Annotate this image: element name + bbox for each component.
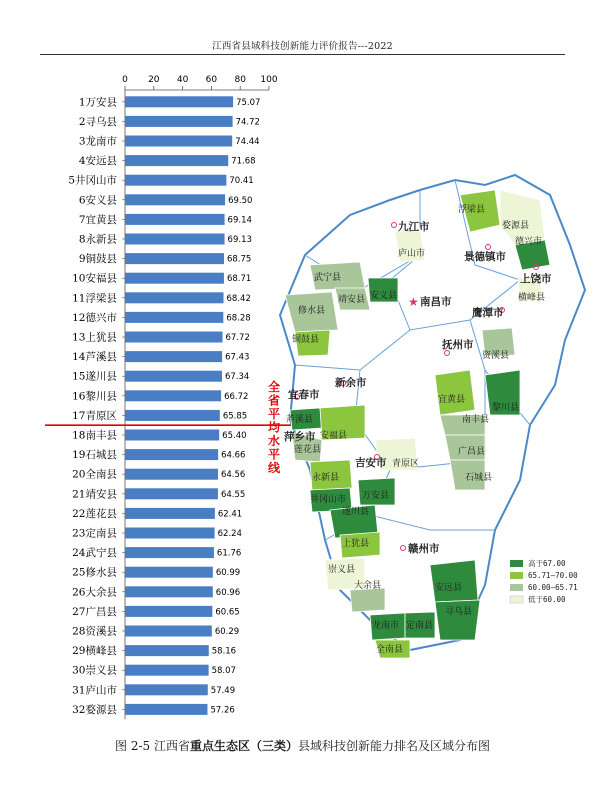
value-label: 67.43 xyxy=(225,352,250,363)
legend-label-2: 60.00–65.71 xyxy=(528,583,578,592)
category-label: 4安远县 xyxy=(78,155,117,168)
map-county-16: 芦溪县 xyxy=(286,415,314,425)
map-county-29: 龙南市 xyxy=(372,621,400,631)
bar xyxy=(125,292,224,303)
bar xyxy=(125,155,228,166)
map-county-22: 万安县 xyxy=(362,491,390,501)
map-county-17: 安福县 xyxy=(320,431,348,441)
value-label: 64.56 xyxy=(220,470,246,481)
value-label: 60.99 xyxy=(215,568,241,579)
bar xyxy=(125,645,209,656)
region-map xyxy=(270,170,600,670)
category-label: 26大余县 xyxy=(72,586,117,599)
bar xyxy=(125,351,222,362)
map-county-12: 黎川县 xyxy=(492,403,520,413)
value-label: 62.24 xyxy=(217,529,242,539)
map-county-8: 修水县 xyxy=(298,306,326,316)
map-county-14: 广昌县 xyxy=(458,447,486,457)
bar xyxy=(125,665,209,676)
value-label: 68.42 xyxy=(226,293,251,304)
category-label: 6安义县 xyxy=(78,194,117,207)
category-label: 1万安县 xyxy=(78,96,117,109)
map-county-21: 井冈山市 xyxy=(310,495,347,505)
value-label: 64.66 xyxy=(221,450,246,461)
value-label: 61.76 xyxy=(216,548,242,559)
map-county-7: 安义县 xyxy=(370,291,398,301)
map-city-10: 赣州市 xyxy=(408,543,440,555)
bar xyxy=(125,136,232,147)
value-label: 60.29 xyxy=(214,627,240,637)
bar xyxy=(125,371,222,382)
category-label: 22莲花县 xyxy=(72,507,117,520)
category-label: 12德兴市 xyxy=(72,311,117,324)
bar xyxy=(125,586,213,597)
value-label: 66.72 xyxy=(224,391,249,402)
map-city-5: 抚州市 xyxy=(442,339,474,351)
bar xyxy=(125,469,218,480)
map-county-26: 大余县 xyxy=(354,581,382,591)
value-label: 68.28 xyxy=(226,313,251,324)
map-county-27: 安远县 xyxy=(435,583,463,593)
map-city-4: 鹰潭市 xyxy=(472,307,504,319)
value-label: 67.34 xyxy=(224,372,250,383)
map-county-9: 铜鼓县 xyxy=(292,335,320,345)
bar xyxy=(125,234,225,245)
category-label: 13上犹县 xyxy=(72,331,117,344)
value-label: 74.44 xyxy=(235,137,260,147)
bar xyxy=(125,488,218,499)
category-label: 16黎川县 xyxy=(72,390,117,403)
map-county-2: 德兴市 xyxy=(515,237,543,247)
category-label: 14芦溪县 xyxy=(72,351,117,364)
map-county-10: 资溪县 xyxy=(482,351,510,361)
category-label: 27广昌县 xyxy=(72,605,117,618)
legend-swatch-1 xyxy=(510,572,523,579)
map-city-2: 上饶市 xyxy=(520,273,552,285)
map-county-24: 上犹县 xyxy=(342,539,370,549)
category-label: 19石城县 xyxy=(72,449,117,462)
x-tick-label: 40 xyxy=(176,75,189,85)
bar xyxy=(125,567,213,578)
map-county-20: 青原区 xyxy=(392,459,420,469)
bar xyxy=(125,430,219,441)
category-label: 32婺源县 xyxy=(72,703,117,716)
map-county-1: 婺源县 xyxy=(502,221,530,231)
bar xyxy=(125,96,233,107)
category-label: 7宜黄县 xyxy=(78,213,117,226)
legend-swatch-0 xyxy=(510,560,523,567)
map-county-23: 遂川县 xyxy=(342,507,370,517)
category-label: 3龙南市 xyxy=(78,135,117,148)
page-header: 江西省县域科技创新能力评价报告---2022 xyxy=(212,41,393,52)
bar xyxy=(125,410,220,421)
bar xyxy=(125,312,223,323)
bar xyxy=(125,684,208,695)
value-label: 67.72 xyxy=(225,333,250,343)
figure-caption xyxy=(0,737,605,754)
region-anyuan xyxy=(430,560,478,602)
bar xyxy=(125,626,212,637)
map-county-3: 庐山市 xyxy=(398,249,426,259)
map-city-1: 景德镇市 xyxy=(464,251,506,263)
map-county-5: 武宁县 xyxy=(314,273,342,283)
value-label: 62.41 xyxy=(217,509,243,520)
category-label: 29横峰县 xyxy=(72,645,117,658)
region-dayu xyxy=(350,588,385,612)
category-label: 24武宁县 xyxy=(72,547,117,560)
map-city-0: 九江市 xyxy=(398,221,430,233)
value-label: 58.16 xyxy=(211,646,237,657)
map-county-15: 石城县 xyxy=(465,473,493,483)
legend-label-3: 低于60.00 xyxy=(528,595,566,604)
x-tick-label: 60 xyxy=(205,75,218,85)
bar xyxy=(125,194,225,205)
value-label: 70.41 xyxy=(229,176,254,187)
average-line-label-char: 平 xyxy=(268,447,281,462)
value-label: 69.14 xyxy=(227,215,252,226)
category-label: 9铜鼓县 xyxy=(78,253,117,266)
header-rule xyxy=(40,54,565,55)
category-label: 23定南县 xyxy=(72,527,117,540)
category-label: 5井冈山市 xyxy=(68,174,117,187)
value-label: 60.96 xyxy=(215,587,241,598)
bar xyxy=(125,528,215,539)
nanchang-star: ★ xyxy=(408,295,419,309)
category-label: 20全南县 xyxy=(72,468,117,481)
average-line-label-char: 省 xyxy=(268,393,281,408)
average-line-label-char: 水 xyxy=(268,434,281,449)
legend-swatch-2 xyxy=(510,584,523,591)
value-label: 57.26 xyxy=(210,705,235,716)
bar xyxy=(125,175,226,186)
map-county-18: 莲花县 xyxy=(294,445,322,455)
map-city-9: 吉安市 xyxy=(355,457,387,469)
bar xyxy=(125,449,218,460)
value-label: 65.85 xyxy=(222,411,248,422)
map-county-28: 寻乌县 xyxy=(445,607,473,617)
legend-label-0: 高于67.00 xyxy=(528,559,566,568)
category-label: 31庐山市 xyxy=(72,684,117,697)
category-label: 11浮梁县 xyxy=(72,292,117,305)
value-label: 74.72 xyxy=(235,117,260,128)
map-county-0: 浮梁县 xyxy=(458,205,486,215)
bar xyxy=(125,332,223,343)
bar xyxy=(125,253,224,264)
value-label: 69.13 xyxy=(227,235,252,245)
category-label: 10安福县 xyxy=(72,272,117,285)
average-line-label-char: 平 xyxy=(268,407,281,422)
map-city-6: 新余市 xyxy=(335,377,367,389)
map-county-19: 永新县 xyxy=(312,473,340,483)
average-line-label-char: 均 xyxy=(268,420,281,435)
bar xyxy=(125,547,214,558)
x-tick-label: 100 xyxy=(260,75,278,85)
value-label: 65.40 xyxy=(222,431,247,441)
x-tick-label: 80 xyxy=(234,75,246,85)
value-label: 75.07 xyxy=(236,97,261,108)
map-county-11: 宜黄县 xyxy=(438,395,466,405)
region-yihuang xyxy=(435,370,475,415)
bar xyxy=(125,508,215,519)
x-tick-label: 20 xyxy=(148,75,160,85)
bar xyxy=(125,606,212,617)
bar xyxy=(125,390,221,401)
value-label: 64.55 xyxy=(220,489,246,500)
map-legend xyxy=(510,558,578,604)
map-city-7: 宜春市 xyxy=(288,389,320,401)
value-label: 58.07 xyxy=(211,666,236,677)
map-city-3: 南昌市 xyxy=(420,296,452,308)
category-label: 17青原区 xyxy=(72,409,117,422)
bar xyxy=(125,214,225,225)
value-label: 68.75 xyxy=(227,254,252,265)
value-label: 69.50 xyxy=(228,195,253,206)
caption-suffix: 县域科技创新能力排名及区域分布图 xyxy=(297,739,490,753)
legend-label-1: 65.71–70.00 xyxy=(528,571,578,580)
value-label: 57.49 xyxy=(210,685,236,696)
map-county-13: 南丰县 xyxy=(462,415,490,425)
map-county-30: 定南县 xyxy=(406,621,434,631)
region-xunwu xyxy=(435,600,480,640)
ranking-bar-chart xyxy=(0,60,300,730)
category-label: 25修水县 xyxy=(72,566,117,579)
caption-prefix: 图 2-5 江西省 xyxy=(115,739,190,753)
category-label: 8永新县 xyxy=(78,233,117,246)
category-label: 21靖安县 xyxy=(72,488,117,501)
map-county-6: 靖安县 xyxy=(338,295,366,305)
caption-bold: 重点生态区（三类） xyxy=(189,739,298,753)
x-tick-label: 0 xyxy=(122,75,128,85)
map-county-4: 横峰县 xyxy=(518,293,546,303)
bar xyxy=(125,273,224,284)
value-label: 60.65 xyxy=(215,607,240,618)
map-county-25: 崇义县 xyxy=(328,565,356,575)
value-label: 68.71 xyxy=(226,274,252,285)
category-label: 18南丰县 xyxy=(72,429,117,442)
legend-swatch-3 xyxy=(510,596,523,603)
value-label: 71.68 xyxy=(231,156,256,167)
bar xyxy=(125,116,233,127)
category-label: 15遂川县 xyxy=(72,370,117,383)
category-label: 28资溪县 xyxy=(72,625,117,638)
map-county-31: 全南县 xyxy=(376,645,404,655)
average-line-label-char: 线 xyxy=(268,461,281,476)
category-label: 30崇义县 xyxy=(72,664,117,677)
category-label: 2寻乌县 xyxy=(78,115,117,128)
bar xyxy=(125,704,207,715)
map-city-8: 萍乡市 xyxy=(284,431,316,443)
average-line-label-char: 全 xyxy=(268,380,281,395)
